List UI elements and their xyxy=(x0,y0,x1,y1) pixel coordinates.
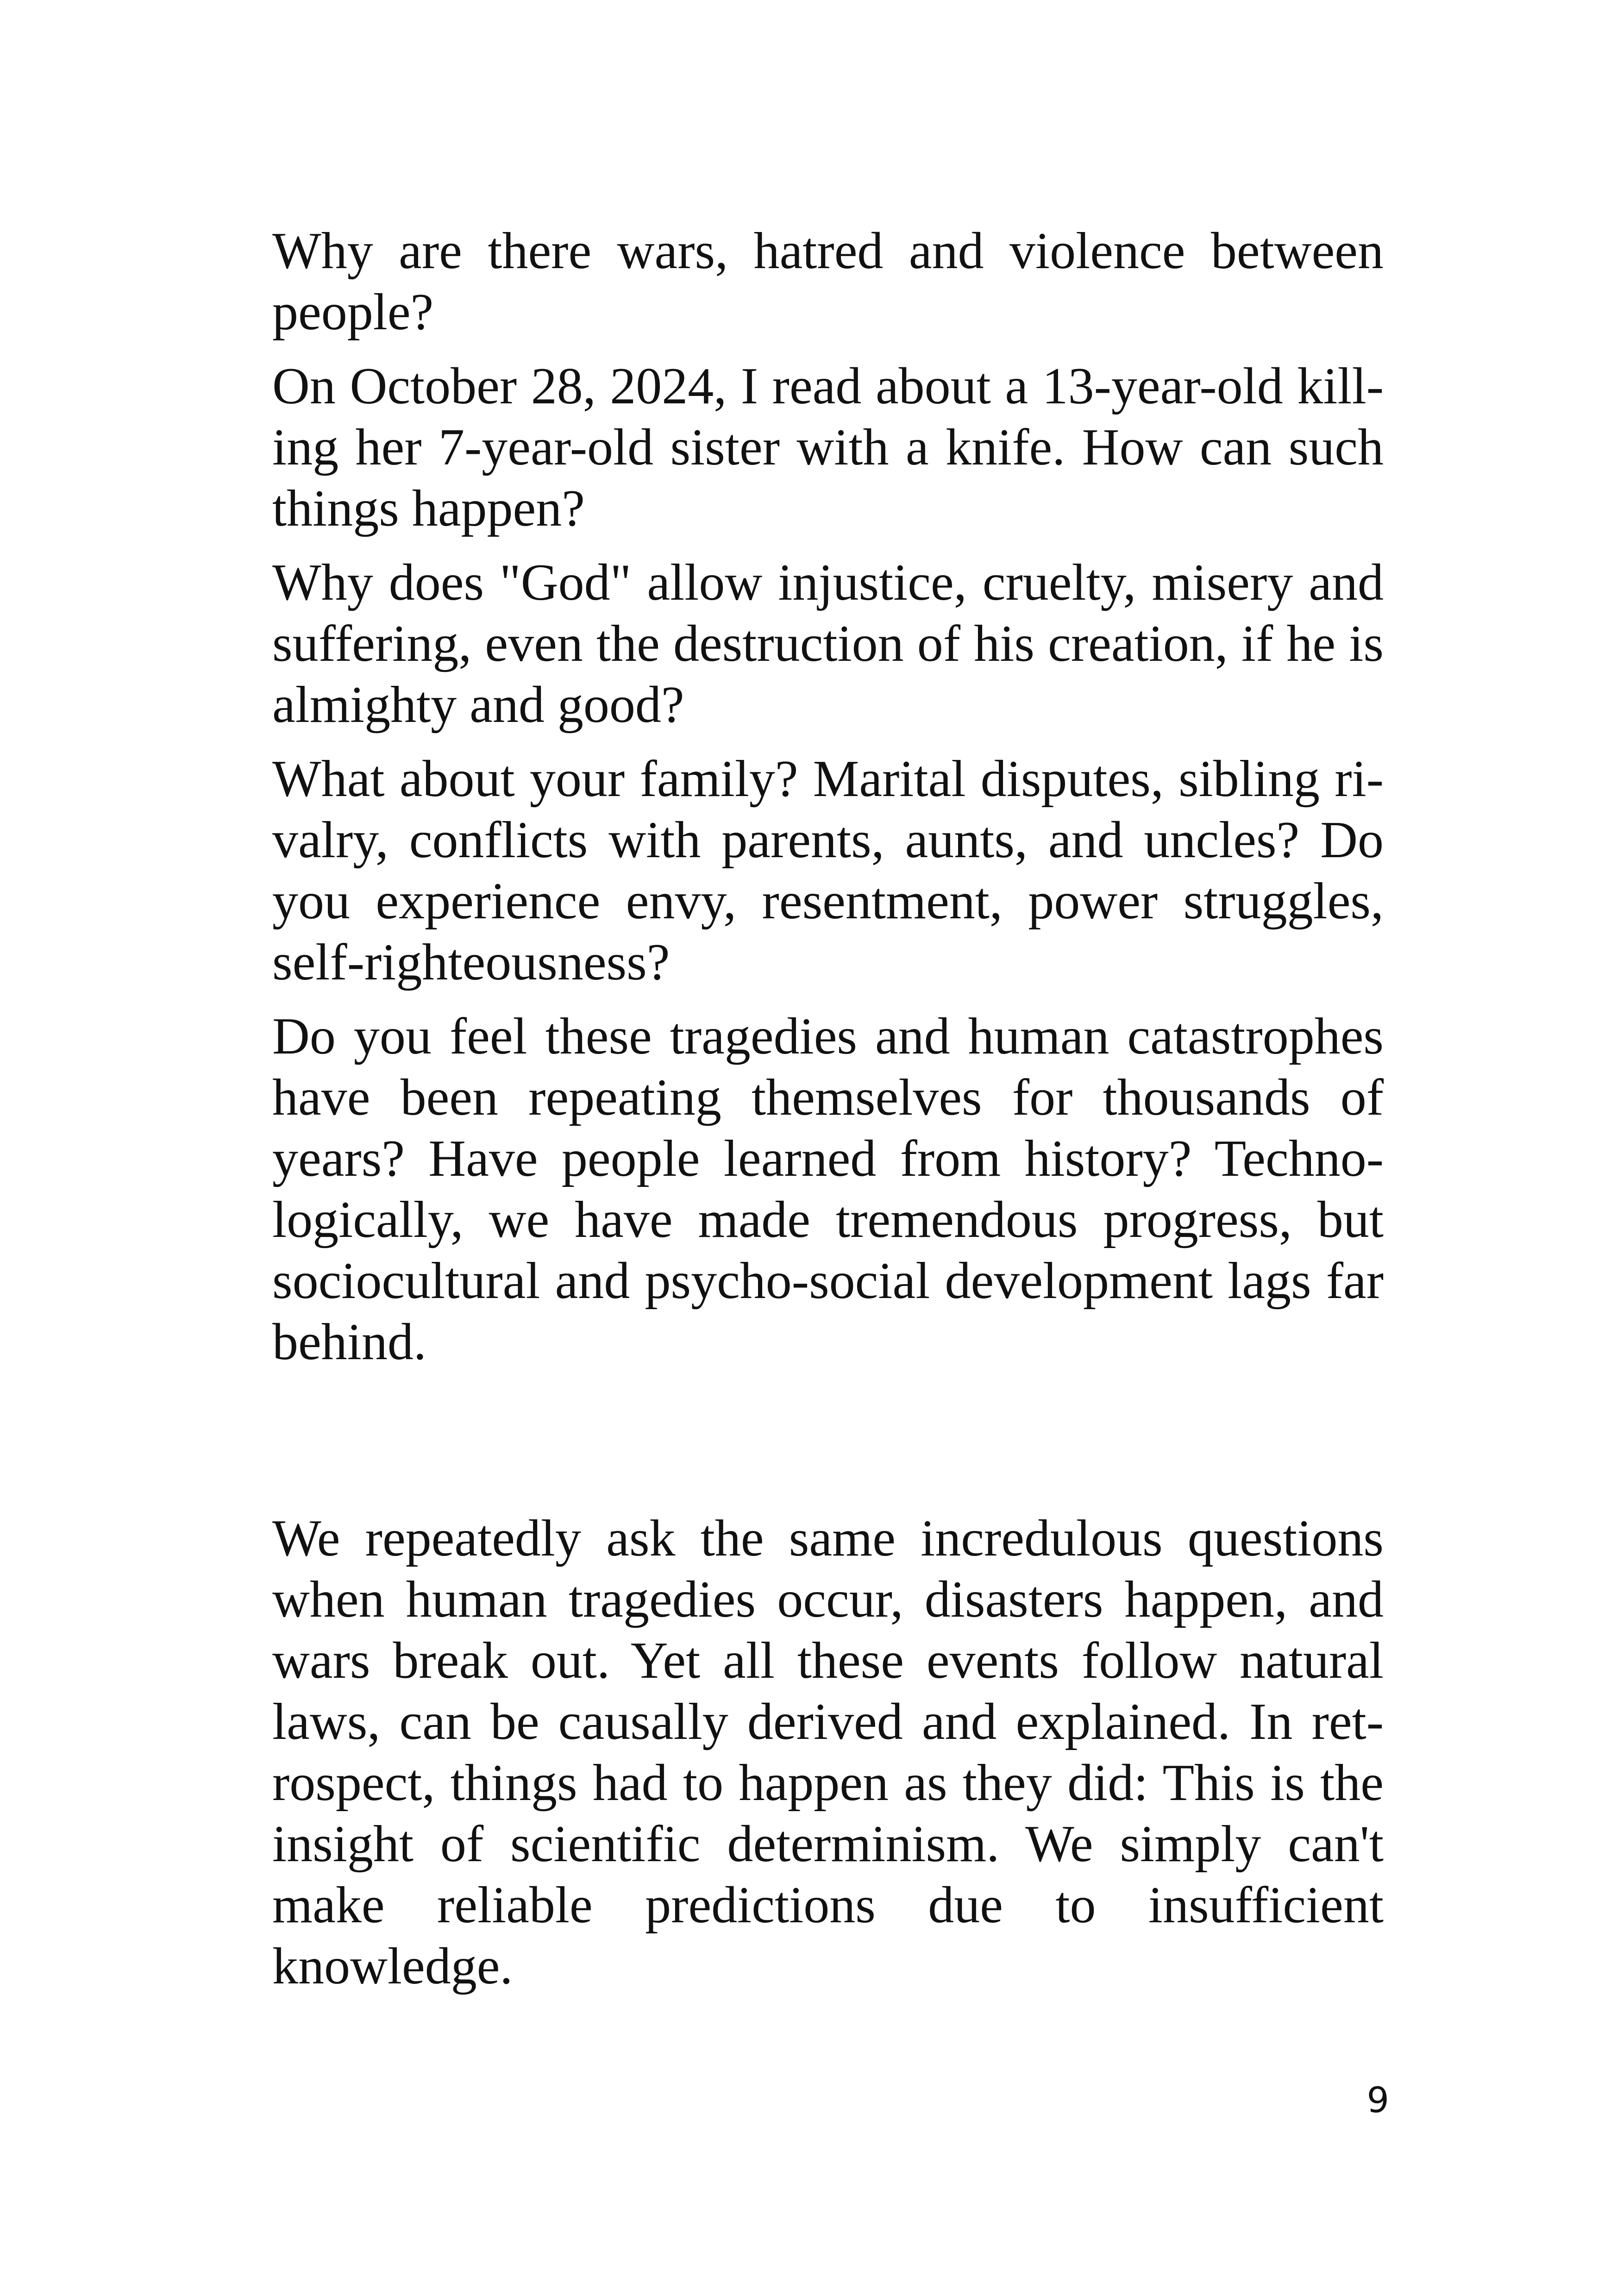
paragraph-god-question: Why does "God" allow injustice, cruelty, misery and suffering, even the destruction of his creation, if he is almighty and good? xyxy=(272,554,1384,734)
paragraph-wars-question: Why are there wars, hatred and violence between people? xyxy=(272,222,1384,341)
paragraph-family-conflicts: What about your family? Marital disputes, sibling rivalry, conflicts with parents, aunts, and uncles? Do you experience envy, resentment, power struggles, self-righteousness? xyxy=(272,750,1384,991)
paragraph-determinism: We repeatedly ask the same incredulous questions when human tragedies occur, disasters happen, and wars break out. Yet all these events follow natural laws, can be causally derived and explained. In retrospect, things had to happen as they did: This is the insight of scientific determinism. We simply can't make reliable predictions due to insufficient knowledge. xyxy=(272,1510,1384,1995)
body-text-bottom xyxy=(272,1508,1384,1997)
body-text-top xyxy=(272,220,1384,1373)
paragraph-repeating-tragedies: Do you feel these tragedies and human catastrophes have been repeating themselves for thousands of years? Have people learned from history? Technologically, we have made tremendous progress, but sociocultural and psycho-social development lags far behind. xyxy=(272,1008,1384,1371)
paragraph-october-news: On October 28, 2024, I read about a 13-year-old killing her 7-year-old sister with a knife. How can such things happen? xyxy=(272,358,1384,537)
page-number: 9 xyxy=(1366,2079,1389,2120)
